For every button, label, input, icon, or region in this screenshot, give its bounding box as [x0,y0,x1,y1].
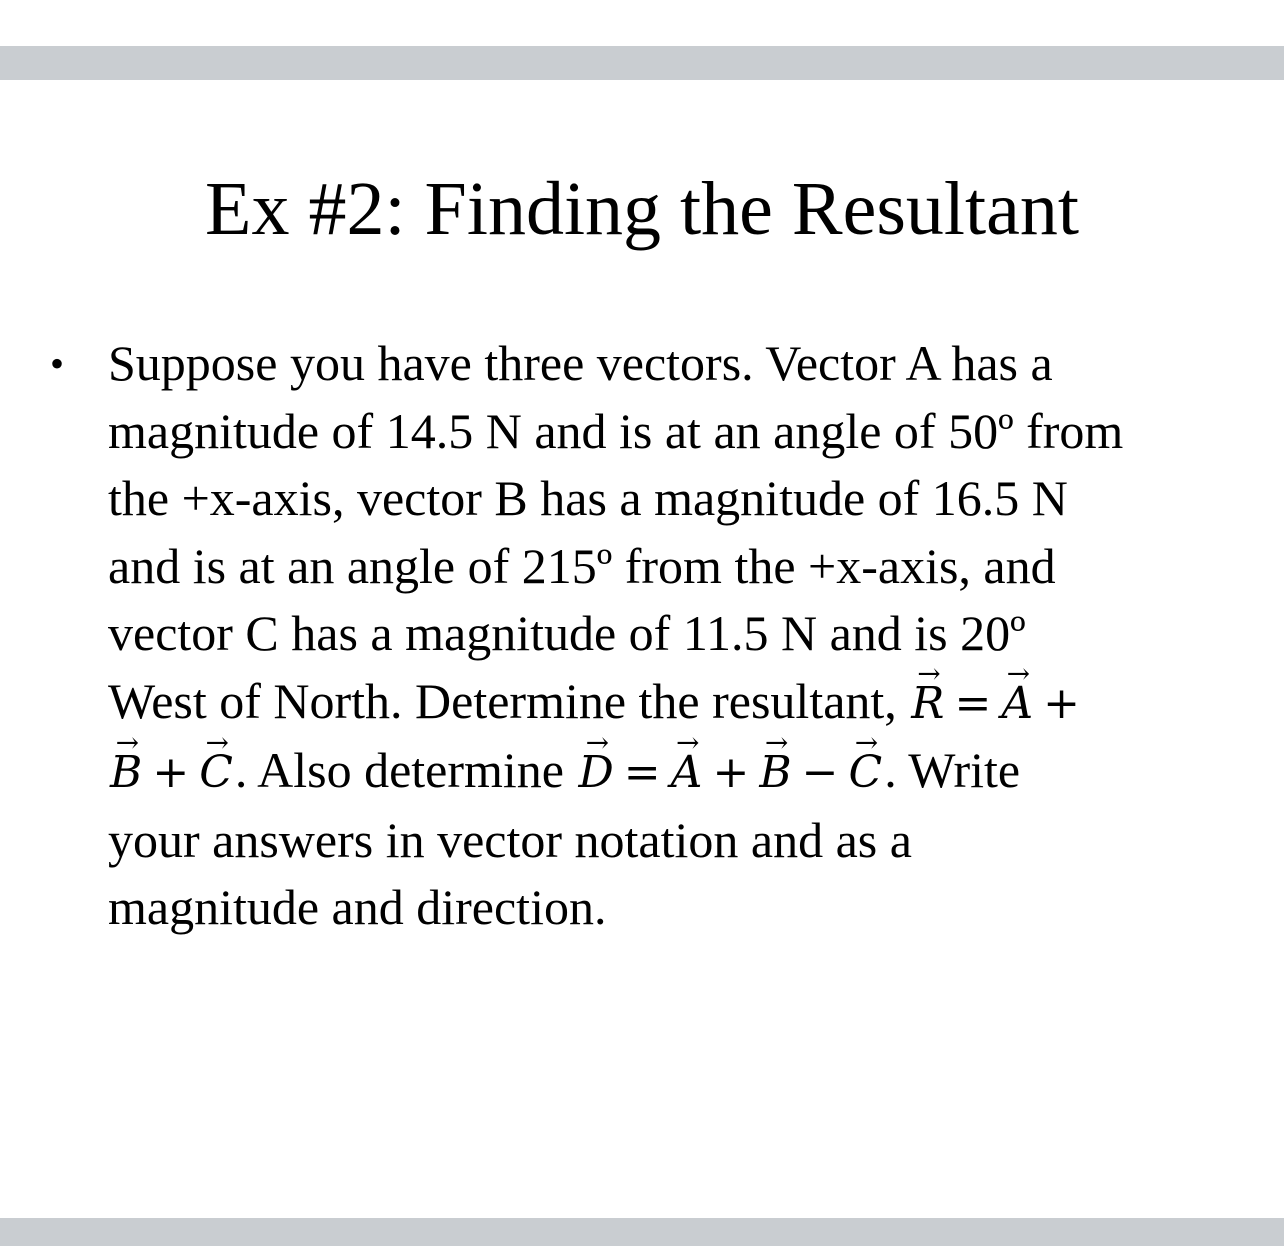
plus-sign: + [712,747,750,798]
vector-c: → C [197,751,235,795]
equals-sign: = [623,747,661,798]
vector-b: → B [757,751,793,795]
bottom-divider-band [0,1218,1284,1246]
problem-line-3: the +x-axis, vector B has a magnitude of 16.5 N [108,470,1068,526]
vector-r: → R [909,682,946,726]
vector-c: → C [847,751,885,795]
vector-b: → B [108,751,144,795]
minus-sign: − [801,747,839,798]
problem-line-8: your answers in vector notation and as a [108,811,912,868]
problem-line-4: and is at an angle of 215º from the +x-axis, and [108,537,1056,594]
problem-line-2: magnitude of 14.5 N and is at an angle of 50º from [108,402,1124,459]
problem-line-7 [108,737,1250,807]
problem-bullet [50,330,1250,942]
plus-sign: + [1043,677,1080,729]
problem-line-5: vector C has a magnitude of 11.5 N and is 20º [108,605,1026,661]
problem-line-6-text: West of North. Determine the resultant, [108,672,910,729]
vector-a: → A [669,751,705,795]
bullet-list [50,330,1250,942]
top-divider-band [0,46,1284,80]
plus-sign: + [152,747,190,798]
problem-text [108,330,1250,942]
slide-title: Ex #2: Finding the Resultant [205,167,1079,251]
vector-d: → D [577,751,616,795]
bullet-icon: • [50,341,65,386]
vector-a: → A [999,682,1035,726]
problem-line-1: Suppose you have three vectors. Vector A has a [108,335,1053,391]
problem-line-7-end: . Write [884,742,1021,798]
equals-sign: = [954,677,992,729]
problem-line-9: magnitude and direction. [108,879,607,935]
problem-line-7-mid: . Also determine [234,742,577,798]
